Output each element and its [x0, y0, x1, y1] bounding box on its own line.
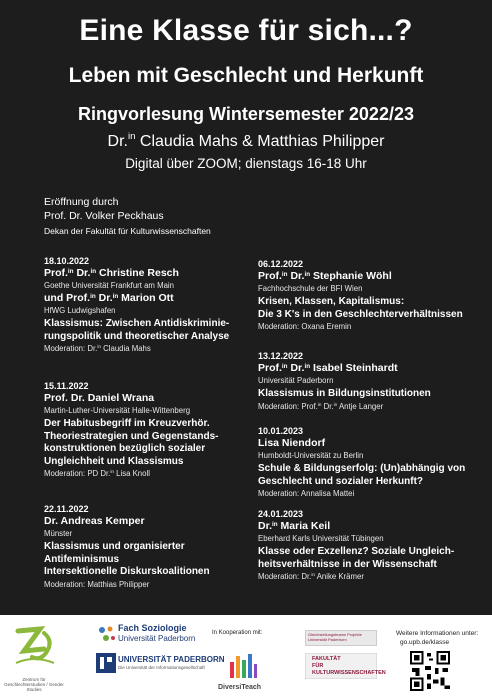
event-affiliation: Goethe Universität Frankfurt am Main — [44, 281, 174, 290]
event-affiliation: Münster — [44, 529, 73, 538]
event-moderation: Moderation: Annalisa Mattei — [258, 489, 355, 498]
event-affiliation: Universität Paderborn — [258, 376, 334, 385]
event-speaker: Prof.$^{in}$ Dr.$^{in}$ Isabel Steinhardt — [258, 362, 398, 374]
event-format: Digital über ZOOM; dienstags 16-18 Uhr — [125, 156, 367, 171]
event-title: Schule & Bildungserfolg: (Un)abhängig von Geschlecht und sozialer Herkunft? — [258, 463, 466, 487]
more-info-label: Weitere Informationen unter: — [396, 630, 479, 637]
event-date: 22.11.2022 — [44, 504, 89, 514]
event-affiliation: Humboldt-Universität zu Berlin — [258, 451, 364, 460]
event-moderation: Moderation: Oxana Eremin — [258, 322, 352, 331]
event-affiliation: Eberhard Karls Universität Tübingen — [258, 534, 384, 543]
lecture-event — [258, 425, 478, 500]
event-title: Klassismus in Bildungsinstitutionen — [258, 388, 431, 399]
lecture-event — [44, 503, 264, 591]
upb-logo-name: UNIVERSITÄT PADERBORN — [118, 655, 225, 664]
logo-footer — [0, 615, 492, 700]
event-date: 06.12.2022 — [258, 259, 304, 269]
event-title: Klasse oder Exzellenz? Soziale Ungleich- heitsverhältnisse in der Wissenschaft — [258, 546, 455, 570]
event-title: Klassismus und organisierter Antifeminismus Intersektionelle Diskurskoalitionen — [44, 541, 210, 577]
event-moderation: Moderation: Dr.$^{in}$ Anike Krämer — [258, 572, 364, 581]
event-date: 18.10.2022 — [44, 256, 90, 266]
event-date: 15.11.2022 — [44, 381, 89, 391]
fach-soziologie-line2: Universität Paderborn — [118, 634, 196, 643]
lecture-event — [258, 350, 478, 413]
event-speaker: Dr.$^{in}$ Maria Keil — [258, 520, 331, 532]
lecture-event — [44, 380, 264, 480]
opening-block — [44, 196, 344, 236]
poster-subtitle: Leben mit Geschlecht und Herkunft — [68, 64, 424, 87]
diversiteach-label: DiversiTeach — [218, 684, 262, 691]
organizers: Dr.$^{in}$ Claudia Mahs & Matthias Philipper — [107, 131, 385, 150]
cooperation-label: In Kooperation mit: — [212, 630, 263, 636]
lecture-event — [258, 508, 478, 583]
event-speaker: Prof.$^{in}$ Dr.$^{in}$ Christine Resch — [44, 267, 179, 279]
event-affiliation: Fachhochschule der BFI Wien — [258, 284, 363, 293]
diversiteach-logo — [228, 652, 258, 680]
event-title: Krisen, Klassen, Kapitalismus: Die 3 K's in den Geschlechterverhältnissen — [258, 296, 463, 320]
event-speaker: Prof.$^{in}$ Dr.$^{in}$ Stephanie Wöhl — [258, 270, 392, 282]
poster-title: Eine Klasse für sich...? — [79, 14, 413, 47]
event-moderation: Moderation: Matthias Philipper — [44, 579, 150, 589]
event-speaker: Lisa Niendorf — [258, 437, 326, 449]
zg-logo — [14, 623, 56, 669]
more-info-url[interactable]: go.upb.de/klasse — [400, 639, 450, 646]
event-title: Der Habitusbegriff im Kreuzverhör. Theoriestrategien und Gegenstands- konstruktionen bezüglich sozialer Ungleichheit und Klassismus — [44, 418, 219, 467]
upb-logo-icon — [96, 653, 116, 673]
opening-speaker: Prof. Dr. Volker Peckhaus — [44, 210, 164, 222]
qr-code[interactable] — [410, 651, 450, 691]
gleichstellung-logo: Gleichstellungsteams Projekte Universität Paderborn — [305, 630, 377, 646]
lecture-series: Ringvorlesung Wintersemester 2022/23 — [78, 104, 414, 124]
event-affiliation-2: HfWG Ludwigshafen — [44, 306, 116, 315]
lecture-event — [44, 255, 264, 355]
event-moderation: Moderation: Prof.$^{in}$ Dr.$^{in}$ Antje Langer — [258, 401, 384, 411]
event-speaker-2: und Prof.$^{in}$ Dr.$^{in}$ Marion Ott — [44, 292, 174, 304]
event-moderation: Moderation: Dr.$^{in}$ Claudia Mahs — [44, 344, 151, 353]
event-date: 13.12.2022 — [258, 351, 304, 361]
event-title: Klassismus: Zwischen Antidiskriminie- rungspolitik und theoretischer Analyse — [44, 318, 230, 342]
event-affiliation: Martin-Luther-Universität Halle-Wittenberg — [44, 406, 191, 415]
upb-logo-tagline: Die Universität der Informationsgesellschaft — [118, 665, 205, 670]
event-speaker: Dr. Andreas Kemper — [44, 515, 145, 527]
opening-label: Eröffnung durch — [44, 196, 119, 208]
opening-role: Dekan der Fakultät für Kulturwissenschaften — [44, 226, 211, 236]
event-speaker: Prof. Dr. Daniel Wrana — [44, 392, 155, 404]
lecture-event — [258, 258, 478, 333]
fach-soziologie-icon — [95, 623, 117, 645]
event-moderation: Moderation: PD Dr.$^{in}$ Lisa Knoll — [44, 469, 150, 478]
fach-soziologie-line1: Fach Soziologie — [118, 623, 187, 633]
zg-logo-text: Zentrum für Geschlechterstudien / Gender Studies — [4, 677, 64, 692]
fakultaet-logo-text: FAKULTÄT FÜR KULTURWISSENSCHAFTEN — [312, 656, 386, 676]
event-date: 10.01.2023 — [258, 426, 304, 436]
event-date: 24.01.2023 — [258, 509, 304, 519]
